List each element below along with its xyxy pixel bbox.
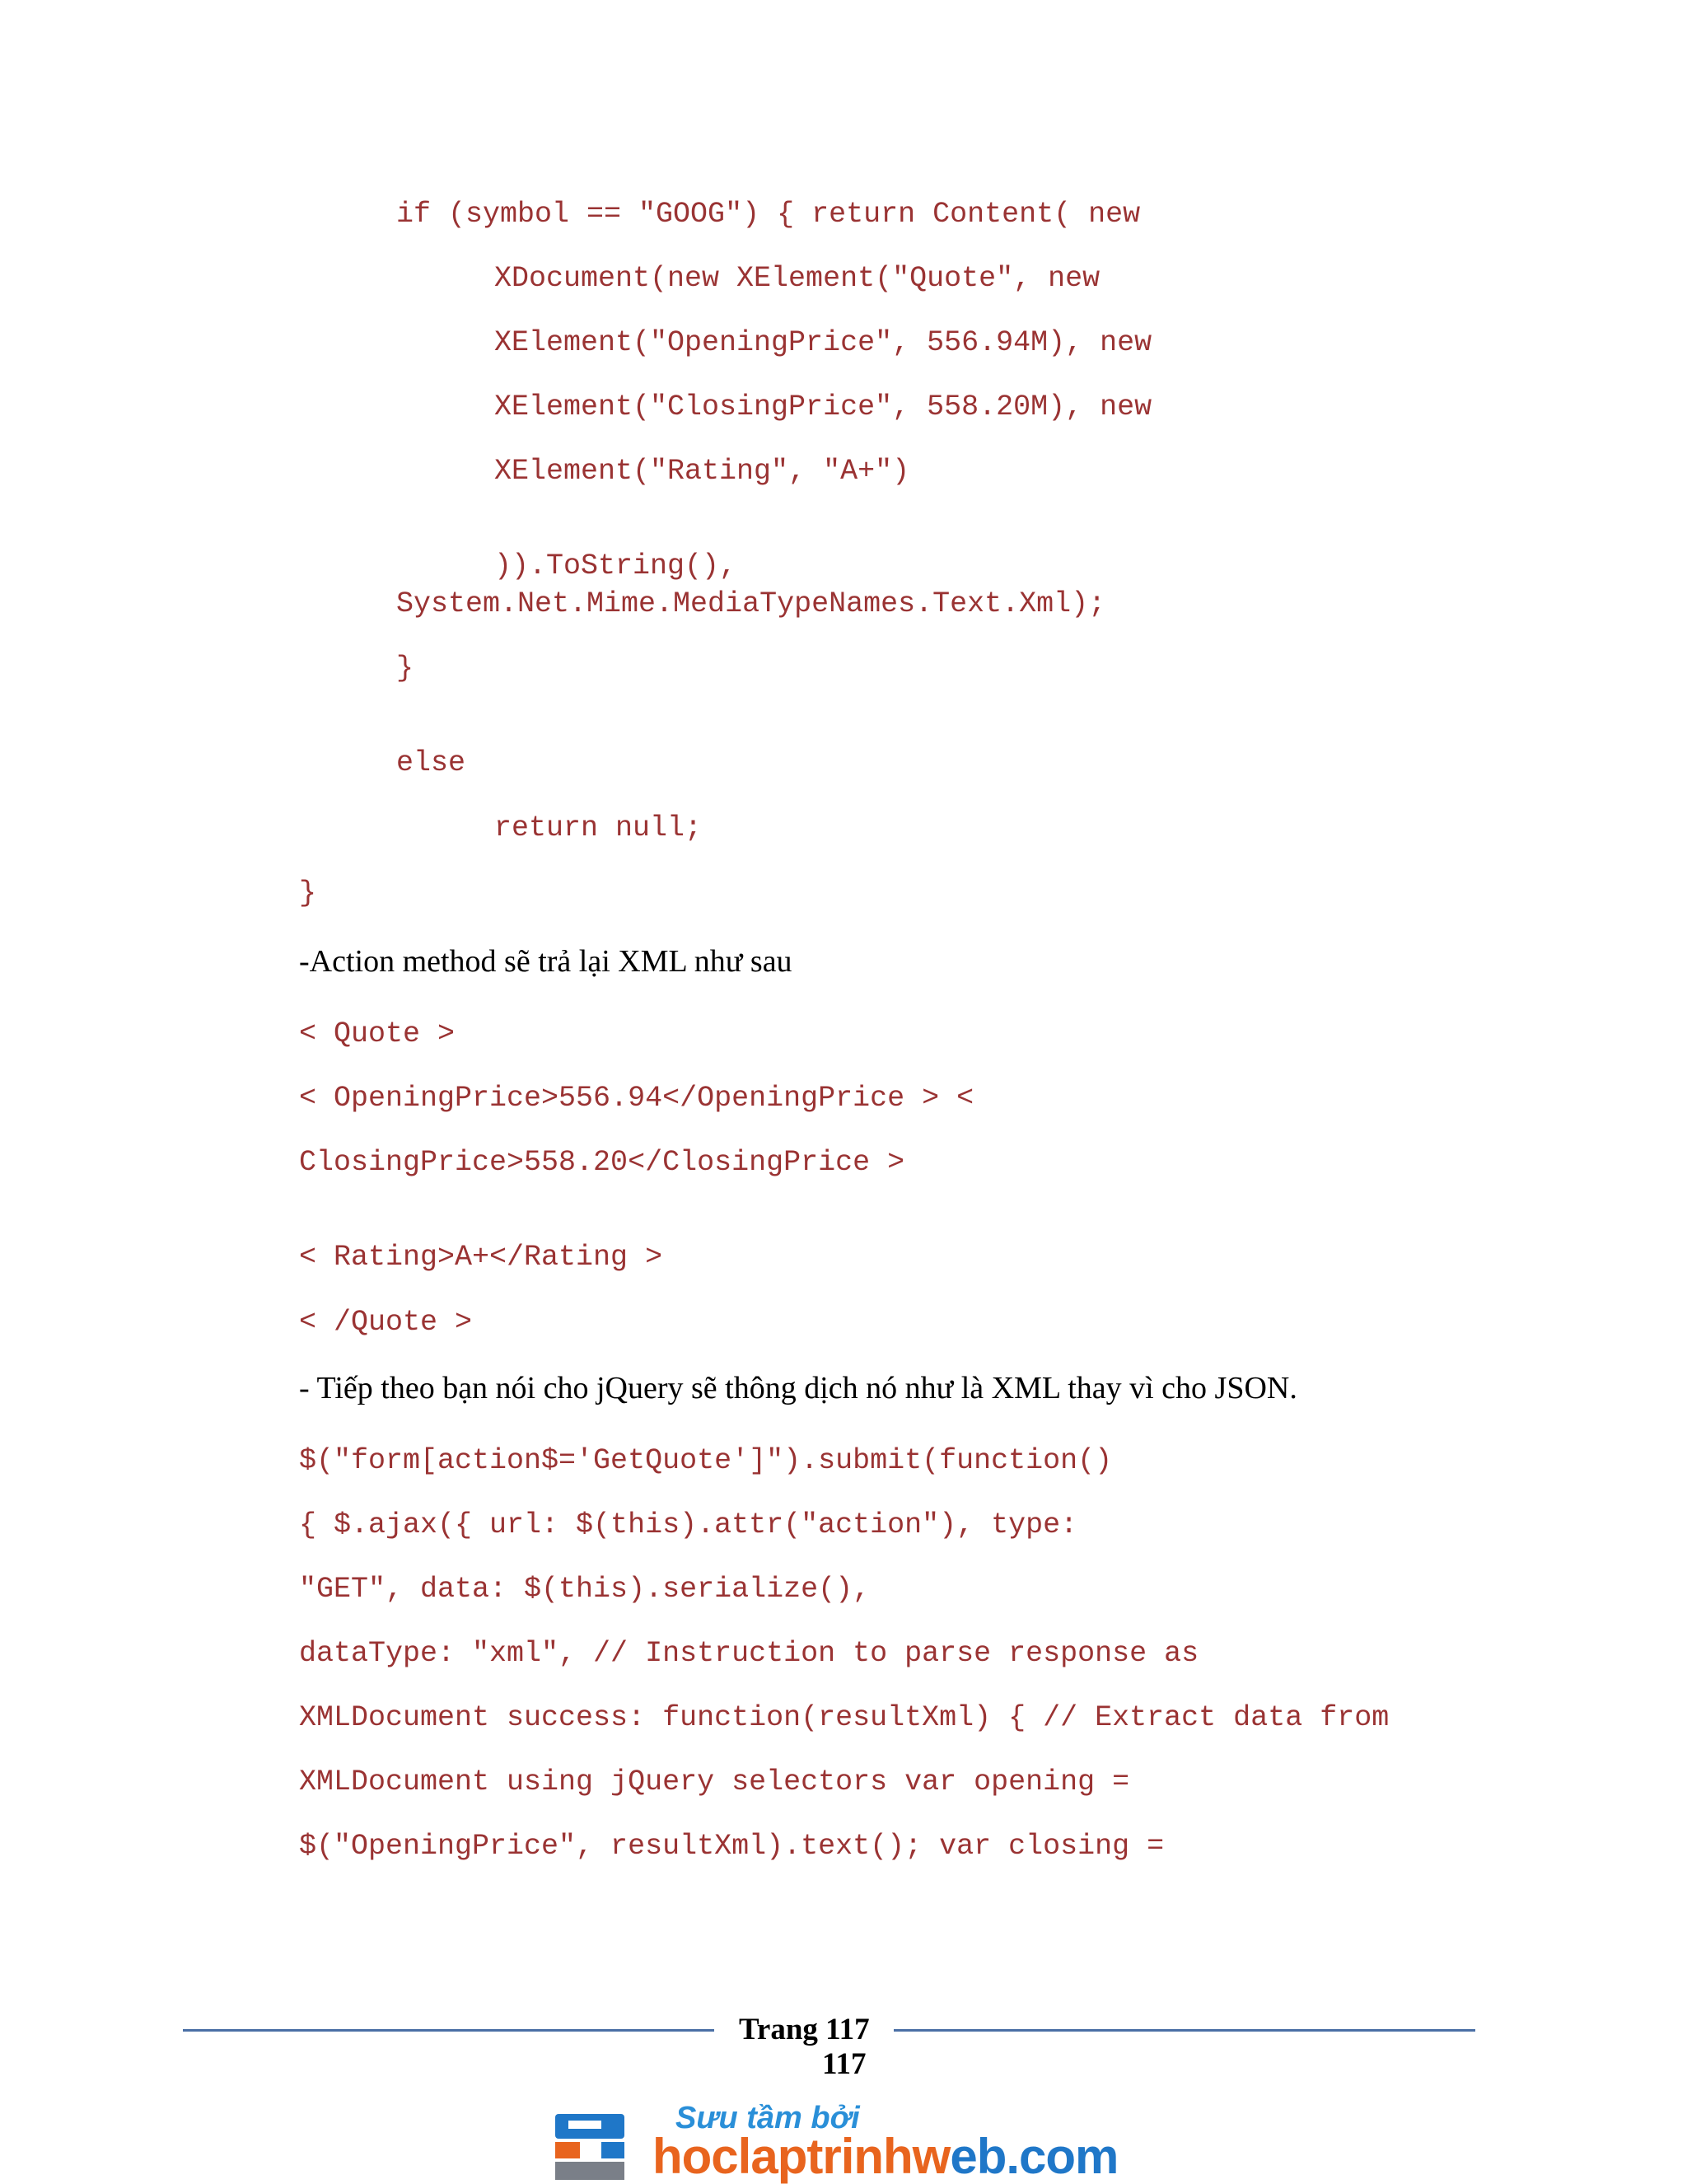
code-line: )).ToString(), [494, 550, 737, 582]
watermark-domain-part2: eb.com [950, 2129, 1119, 2184]
code-line: { $.ajax({ url: $(this).attr("action"), type: [299, 1508, 1078, 1541]
watermark-caption: Sưu tầm bởi [675, 2101, 860, 2135]
code-line: else [396, 746, 466, 779]
watermark-logo [552, 2101, 1178, 2183]
watermark-domain-part1: hoclaptrinhw [652, 2129, 951, 2184]
code-line: return null; [494, 811, 703, 844]
code-line: dataType: "xml", // Instruction to parse response as [299, 1637, 1199, 1670]
code-line: } [299, 877, 317, 910]
page-label: Trang 117 [739, 2013, 870, 2046]
code-line: XElement("Rating", "A+") [494, 455, 910, 488]
paragraph: - Tiếp theo bạn nói cho jQuery sẽ thông dịch nó như là XML thay vì cho JSON. [299, 1371, 1297, 1405]
watermark-domain [652, 2129, 1119, 2184]
xml-line: < OpeningPrice>556.94</OpeningPrice > < [299, 1082, 974, 1115]
paragraph: -Action method sẽ trả lại XML như sau [299, 944, 792, 979]
code-line: XElement("ClosingPrice", 558.20M), new [494, 391, 1152, 423]
monitor-logo-icon [552, 2109, 634, 2183]
footer-rule-right [894, 2029, 1475, 2032]
code-line: System.Net.Mime.MediaTypeNames.Text.Xml); [396, 587, 1106, 620]
code-line: if (symbol == "GOOG") { return Content( new [396, 198, 1141, 231]
page-number: 117 [822, 2047, 867, 2081]
code-line: XMLDocument using jQuery selectors var opening = [299, 1765, 1130, 1798]
code-line: } [396, 652, 414, 685]
code-line: "GET", data: $(this).serialize(), [299, 1573, 871, 1606]
footer-rule-left [183, 2029, 714, 2032]
code-line: XElement("OpeningPrice", 556.94M), new [494, 326, 1152, 359]
code-line: $("OpeningPrice", resultXml).text(); var closing = [299, 1830, 1165, 1863]
code-line: XDocument(new XElement("Quote", new [494, 262, 1101, 295]
xml-line: < Quote > [299, 1017, 456, 1050]
xml-line: < Rating>A+</Rating > [299, 1241, 663, 1274]
xml-line: ClosingPrice>558.20</ClosingPrice > [299, 1146, 905, 1179]
code-line: XMLDocument success: function(resultXml) { // Extract data from [299, 1701, 1390, 1734]
code-line: $("form[action$='GetQuote']").submit(function() [299, 1444, 1113, 1477]
xml-line: < /Quote > [299, 1306, 473, 1339]
